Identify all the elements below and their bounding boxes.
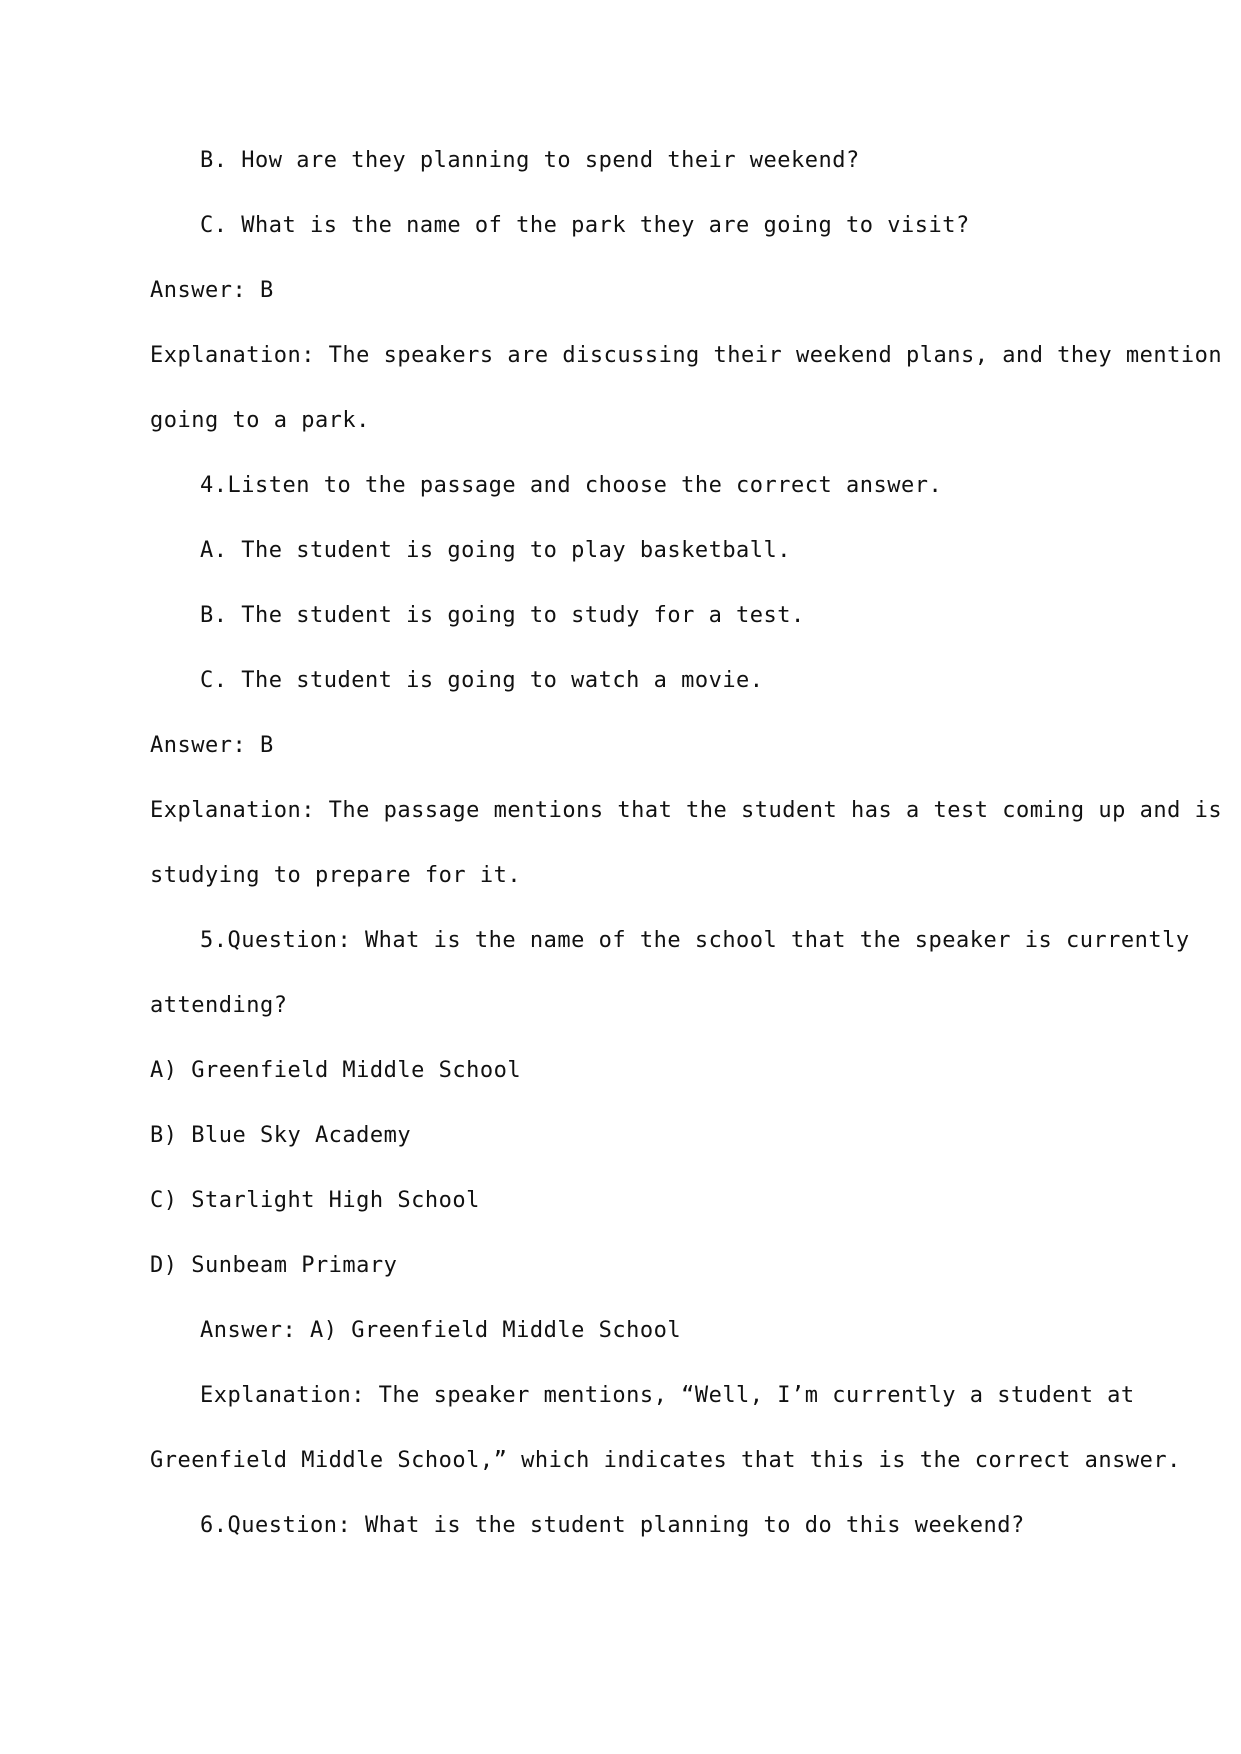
option-c-q5: C) Starlight High School: [150, 1188, 480, 1213]
option-a-q4: A. The student is going to play basketball.: [200, 538, 792, 563]
question-5-line2: attending?: [150, 993, 288, 1018]
explanation-q4-line2: studying to prepare for it.: [150, 863, 522, 888]
explanation-q3-line1: Explanation: The speakers are discussing their weekend plans, and they mention: [150, 343, 1223, 368]
question-4: 4.Listen to the passage and choose the correct answer.: [200, 473, 943, 498]
option-c-q4: C. The student is going to watch a movie.: [200, 668, 764, 693]
question-5-line1: 5.Question: What is the name of the school that the speaker is currently: [200, 928, 1190, 953]
explanation-q3-line2: going to a park.: [150, 408, 370, 433]
option-d-q5: D) Sunbeam Primary: [150, 1253, 398, 1278]
answer-q5: Answer: A) Greenfield Middle School: [200, 1318, 682, 1343]
option-c-q3: C. What is the name of the park they are going to visit?: [200, 213, 970, 238]
option-b-q5: B) Blue Sky Academy: [150, 1123, 412, 1148]
option-b-q3: B. How are they planning to spend their weekend?: [200, 148, 860, 173]
option-b-q4: B. The student is going to study for a test.: [200, 603, 805, 628]
option-a-q5: A) Greenfield Middle School: [150, 1058, 522, 1083]
answer-q3: Answer: B: [150, 278, 274, 303]
explanation-q5-line1: Explanation: The speaker mentions, “Well, I’m currently a student at: [200, 1383, 1135, 1408]
question-6: 6.Question: What is the student planning to do this weekend?: [200, 1513, 1025, 1538]
explanation-q4-line1: Explanation: The passage mentions that the student has a test coming up and is: [150, 798, 1223, 823]
explanation-q5-line2: Greenfield Middle School,” which indicates that this is the correct answer.: [150, 1448, 1181, 1473]
answer-q4: Answer: B: [150, 733, 274, 758]
document-body: [150, 146, 1223, 1576]
